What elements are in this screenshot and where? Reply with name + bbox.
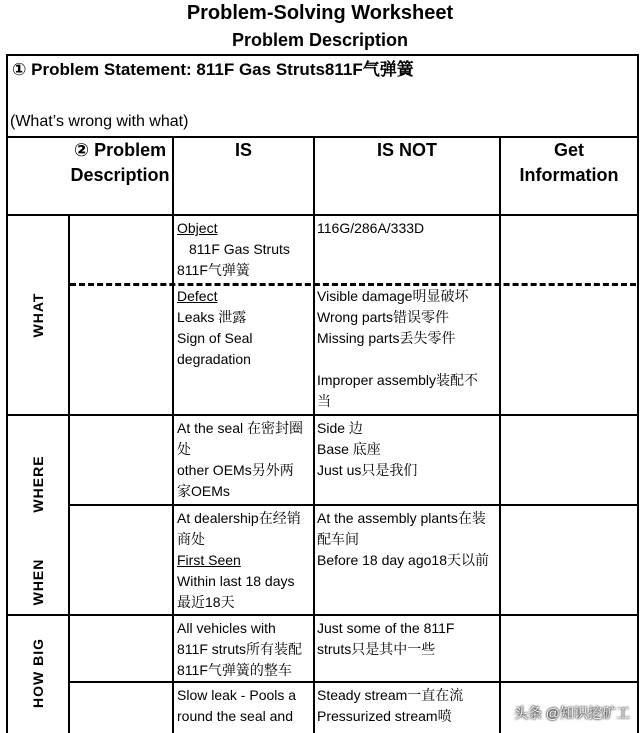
cell-when-is: At dealership在经销 商处 First Seen Within last 18 days 最近18天 xyxy=(177,510,301,610)
category-when: WHEN xyxy=(30,558,46,606)
cell-howbig1-is: All vehicles with 811F struts所有装配 811F气弹簧的整车 xyxy=(177,620,302,678)
col-info-line2: Information xyxy=(519,165,619,185)
col-info-line1: Get xyxy=(553,140,584,160)
worksheet-title: Problem-Solving Worksheet xyxy=(186,2,454,24)
cell-what-defect-is: Defect Leaks 泄露 Sign of Seal degradation xyxy=(177,288,253,367)
cell-when-isnot: At the assembly plants在装 配车间 Before 18 day ago18天以前 xyxy=(317,510,489,568)
watermark: 头条 @知识挖矿工 xyxy=(513,705,630,721)
cell-what-object-is: Object 811F Gas Struts 811F气弹簧 xyxy=(177,220,290,278)
col-is-not: IS NOT xyxy=(376,140,437,160)
category-how-big: HOW BIG xyxy=(30,638,46,708)
col-get-information xyxy=(501,138,637,188)
worksheet-subtitle: Problem Description xyxy=(231,30,409,50)
problem-statement: ① Problem Statement: 811F Gas Struts811F气弹簧 xyxy=(12,60,414,79)
cell-what-object-isnot: 116G/286A/333D xyxy=(317,220,425,236)
category-what: WHAT xyxy=(30,292,46,338)
col-desc-line2: Description xyxy=(70,165,170,185)
category-where: WHERE xyxy=(30,455,46,513)
cell-what-defect-isnot: Visible damage明显破坏 Wrong parts错误零件 Missing parts丢失零件 Improper assembly装配不 当 xyxy=(317,288,479,409)
col-is: IS xyxy=(234,140,252,160)
problem-statement-hint: (What’s wrong with what) xyxy=(10,113,189,130)
cell-where-isnot: Side 边 Base 底座 Just us只是我们 xyxy=(317,420,418,478)
col-problem-description xyxy=(68,138,172,188)
col-desc-line1: ② Problem xyxy=(73,140,167,160)
cell-howbig2-is: Slow leak - Pools a round the seal and xyxy=(177,687,297,724)
cell-howbig1-isnot: Just some of the 811F struts只是其中一些 xyxy=(317,620,455,657)
cell-where-is: At the seal 在密封圈 处 other OEMs另外两 家OEMs xyxy=(177,420,304,499)
cell-howbig2-isnot: Steady stream一直在流 Pressurized stream喷 xyxy=(317,687,464,724)
